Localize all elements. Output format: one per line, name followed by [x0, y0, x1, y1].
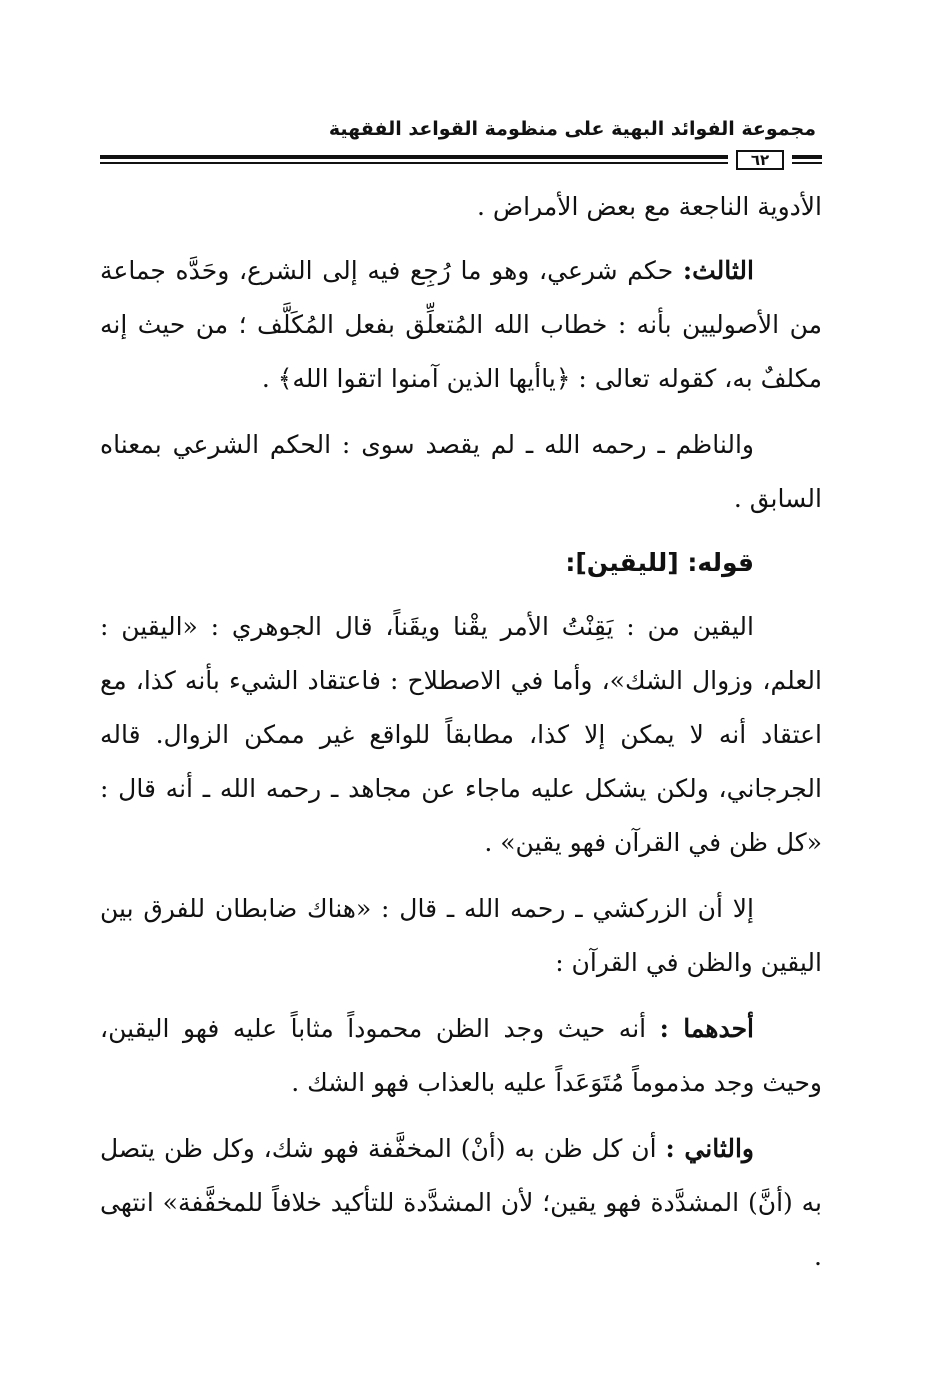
paragraph-text: أنه حيث وجد الظن محموداً مثاباً عليه فهو اليقين، وحيث وجد مذموماً مُتَوَعَداً عليه بالعذاب فهو الشك .	[100, 1014, 822, 1097]
page-body	[100, 180, 822, 1296]
paragraph-zarkashi: إلا أن الزركشي ـ رحمه الله ـ قال : «هناك ضابطان للفرق بين اليقين والظن في القرآن :	[100, 894, 822, 977]
header-rule-short-thick	[792, 155, 822, 159]
page-header	[100, 112, 822, 172]
paragraph-second-criterion	[100, 1122, 822, 1284]
paragraph-third-ruling	[100, 244, 822, 406]
paragraph-lead: والثاني :	[665, 1134, 755, 1163]
paragraph-text: حكم شرعي، وهو ما رُجِع فيه إلى الشرع، وحَدَّه جماعة من الأصوليين بأنه : خطاب الله المُتعلِّق بفعل المُكَلَّف ؛ من حيث إنه مكلفٌ به، كقوله تعالى : ﴿ياأيها الذين آمنوا اتقوا الله﴾ .	[100, 256, 822, 393]
header-rule-short-thin	[792, 162, 822, 164]
section-heading: قوله: [لليقين]:	[565, 548, 754, 577]
header-rule	[100, 150, 822, 170]
page-number: ٦٢	[736, 150, 784, 170]
paragraph-text: أن كل ظن به (أنْ) المخفَّفة فهو شك، وكل ظن يتصل به (أنَّ) المشدَّدة فهو يقين؛ لأن المشدَّدة للتأكيد خلافاً للمخفَّفة» انتهى .	[100, 1134, 822, 1271]
paragraph-yaqin-definition: اليقين من : يَقِنْتُ الأمر يقْنا ويقَناً، قال الجوهري : «اليقين : العلم، وزوال الشك»، وأما في الاصطلاح : فاعتقاد الشيء بأنه كذا، مع اعتقاد أنه لا يمكن إلا كذا، مطابقاً للواقع غير ممكن الزوال. قاله الجرجاني، ولكن يشكل عليه ماجاء عن مجاهد ـ رحمه الله ـ أنه قال : «كل ظن في القرآن فهو يقين» .	[100, 612, 822, 857]
header-rule-thin	[100, 162, 728, 164]
paragraph-first-criterion	[100, 1002, 822, 1110]
running-title: مجموعة الفوائد البهية على منظومة القواعد الفقهية	[328, 118, 816, 140]
paragraph-lead: أحدهما :	[659, 1014, 754, 1043]
paragraph-continuation: الأدوية الناجعة مع بعض الأمراض .	[477, 192, 822, 221]
paragraph-nazim: والناظم ـ رحمه الله ـ لم يقصد سوى : الحكم الشرعي بمعناه السابق .	[100, 430, 822, 513]
paragraph-lead: الثالث:	[682, 256, 754, 285]
header-rule-thick	[100, 155, 728, 159]
